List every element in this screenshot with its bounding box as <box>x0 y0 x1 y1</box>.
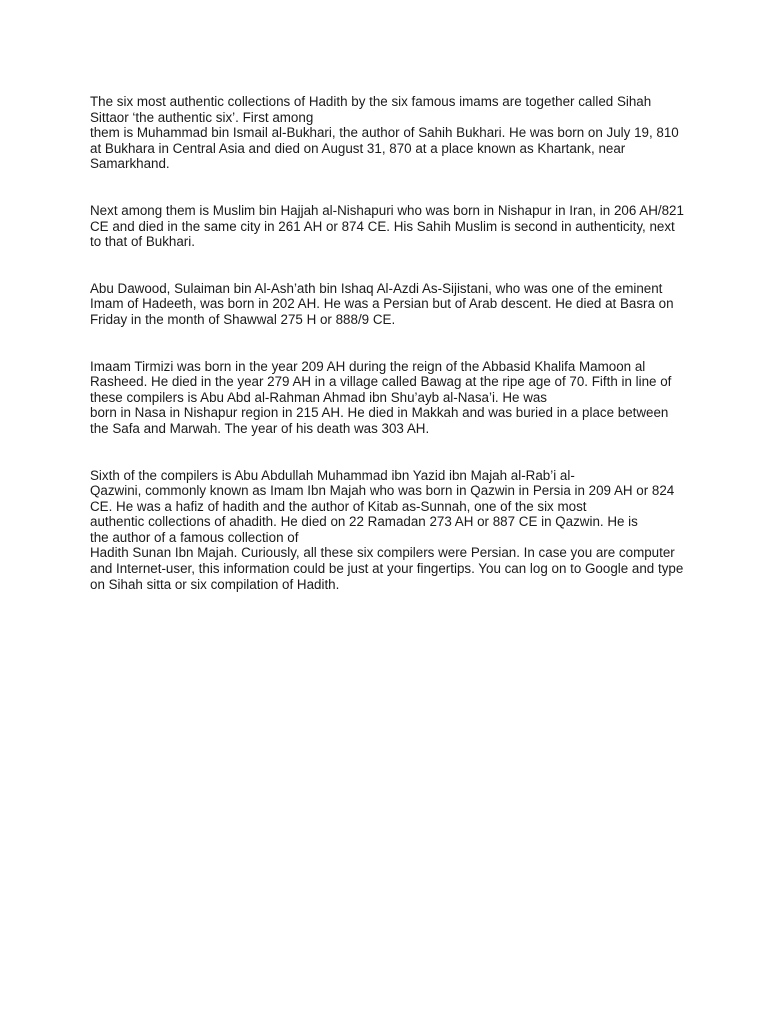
text-line: CE and died in the same city in 261 AH or 874 CE. His Sahih Muslim is second in authenticity, next <box>90 218 675 234</box>
paragraph-muslim <box>90 203 690 250</box>
text-line: Sittaor ‘the authentic six’. First among <box>90 109 314 125</box>
text-line: born in Nasa in Nishapur region in 215 AH. He died in Makkah and was buried in a place between <box>90 405 669 421</box>
text-line: them is Muhammad bin Ismail al-Bukhari, the author of Sahih Bukhari. He was born on July 19, 810 <box>90 125 679 141</box>
text-line: Friday in the month of Shawwal 275 H or 888/9 CE. <box>90 311 396 327</box>
text-line: on Sihah sitta or six compilation of Hadith. <box>90 576 340 592</box>
text-line: Qazwini, commonly known as Imam Ibn Majah who was born in Qazwin in Persia in 209 AH or 824 <box>90 483 675 499</box>
text-line: Next among them is Muslim bin Hajjah al-Nishapuri who was born in Nishapur in Iran, in 206 AH/821 <box>90 202 684 218</box>
document-body <box>90 94 690 623</box>
text-line: to that of Bukhari. <box>90 234 195 250</box>
text-line: Imam of Hadeeth, was born in 202 AH. He was a Persian but of Arab descent. He died at Basra on <box>90 296 674 312</box>
text-line: The six most authentic collections of Hadith by the six famous imams are together called Sihah <box>90 94 652 109</box>
text-line: and Internet-user, this information could be just at your fingertips. You can log on to Google and type <box>90 561 684 577</box>
text-line: these compilers is Abu Abd al-Rahman Ahmad ibn Shu’ayb al-Nasa’i. He was <box>90 389 548 405</box>
text-line: Abu Dawood, Sulaiman bin Al-Ash’ath bin Ishaq Al-Azdi As-Sijistani, who was one of the eminent <box>90 280 663 296</box>
text-line: Imaam Tirmizi was born in the year 209 AH during the reign of the Abbasid Khalifa Mamoon al <box>90 358 646 374</box>
text-line: the Safa and Marwah. The year of his death was 303 AH. <box>90 420 430 436</box>
text-line: the author of a famous collection of <box>90 529 299 545</box>
text-line: Samarkhand. <box>90 156 170 172</box>
paragraph-sihah-sitta-bukhari <box>90 94 690 172</box>
text-line: Hadith Sunan Ibn Majah. Curiously, all these six compilers were Persian. In case you are computer <box>90 545 675 561</box>
paragraph-abu-dawood <box>90 281 690 328</box>
paragraph-tirmizi-nasai <box>90 359 690 437</box>
text-line: authentic collections of ahadith. He died on 22 Ramadan 273 AH or 887 CE in Qazwin. He is <box>90 514 638 530</box>
text-line: Sixth of the compilers is Abu Abdullah Muhammad ibn Yazid ibn Majah al-Rab’i al- <box>90 467 575 483</box>
text-line: at Bukhara in Central Asia and died on August 31, 870 at a place known as Khartank, near <box>90 140 626 156</box>
text-line: Rasheed. He died in the year 279 AH in a village called Bawag at the ripe age of 70. Fifth in line of <box>90 374 672 390</box>
paragraph-ibn-majah <box>90 468 690 593</box>
text-line: CE. He was a hafiz of hadith and the author of Kitab as-Sunnah, one of the six most <box>90 498 587 514</box>
